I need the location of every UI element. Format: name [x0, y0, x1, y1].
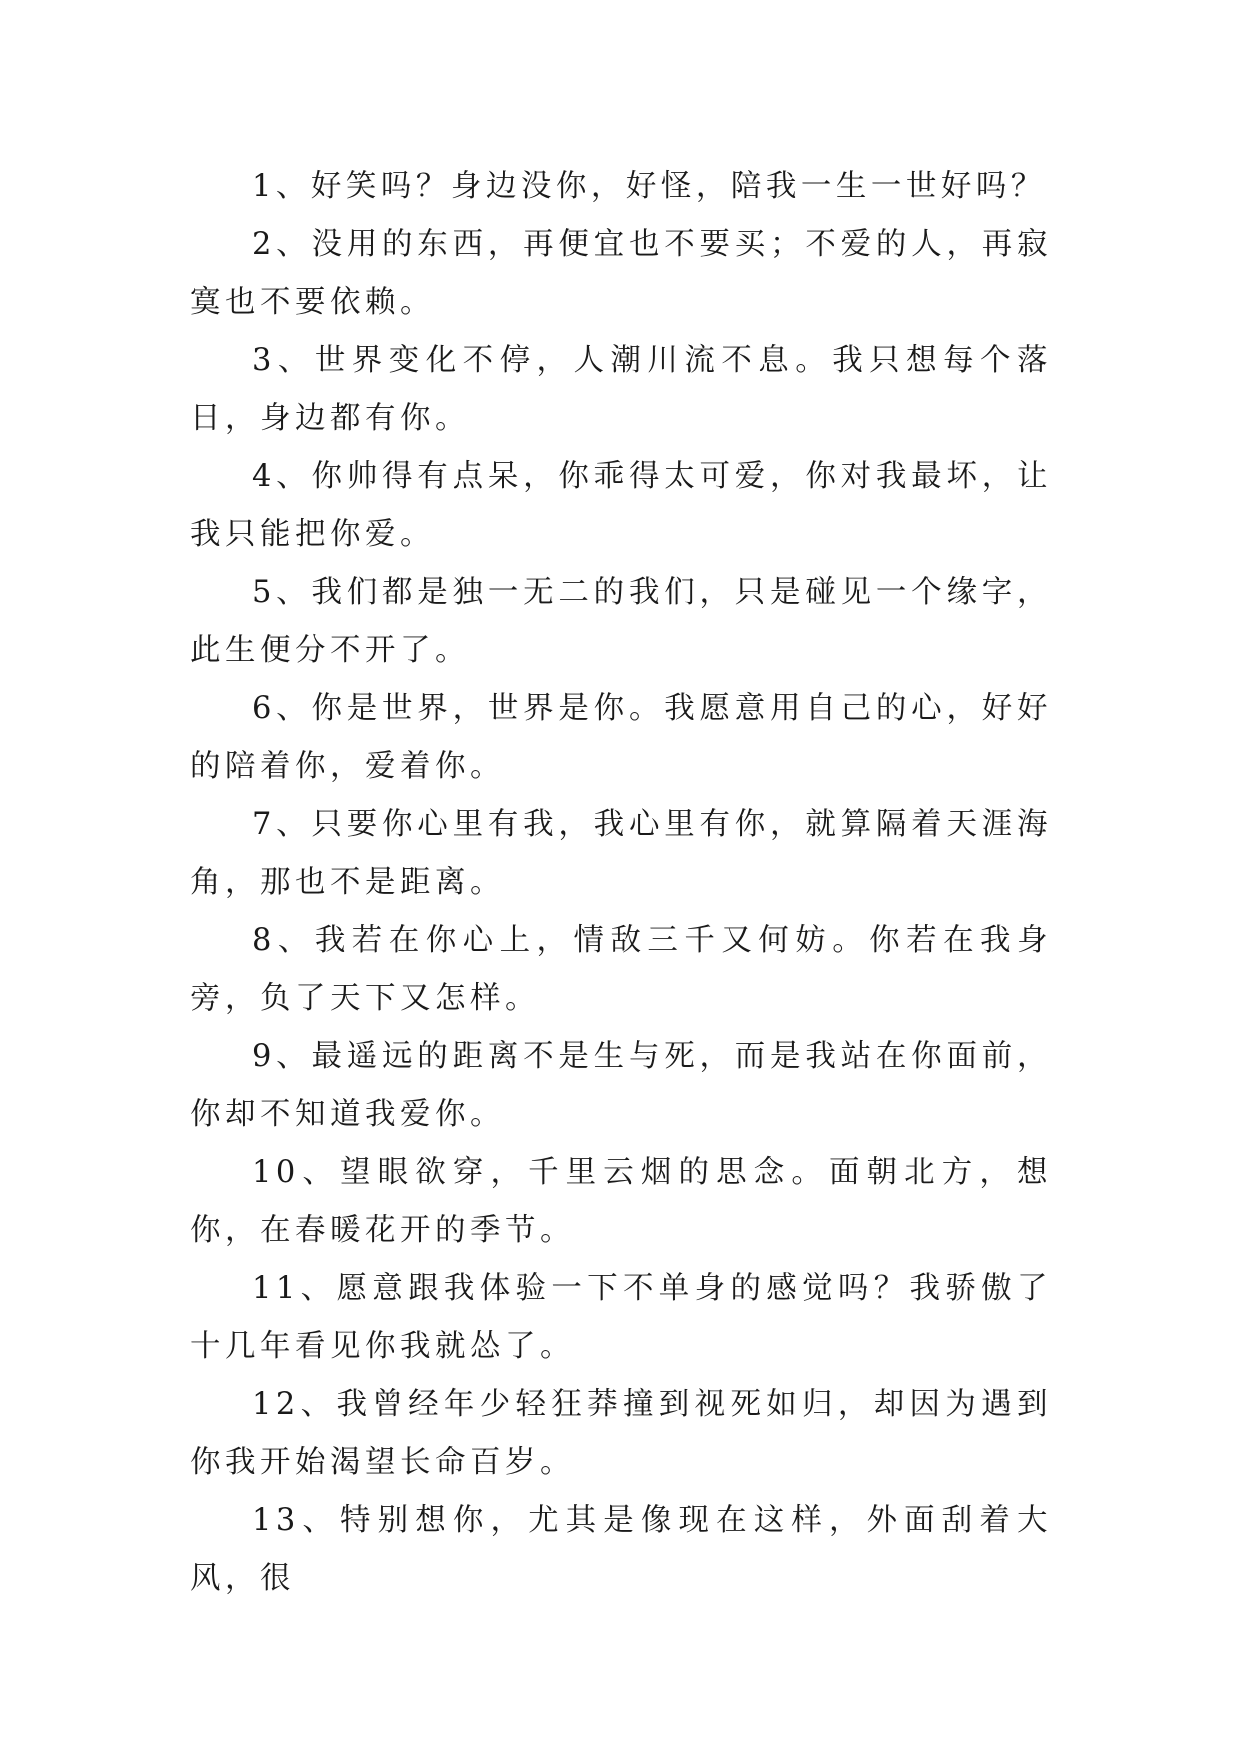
paragraph-13: 13、特别想你，尤其是像现在这样，外面刮着大风，很: [190, 1503, 1052, 1596]
paragraph-6: 6、你是世界，世界是你。我愿意用自己的心，好好的陪着你，爱着你。: [190, 691, 1052, 784]
paragraph-3: 3、世界变化不停，人潮川流不息。我只想每个落日，身边都有你。: [190, 343, 1052, 436]
paragraph-7: 7、只要你心里有我，我心里有你，就算隔着天涯海角，那也不是距离。: [190, 807, 1052, 900]
paragraph-8: 8、我若在你心上，情敌三千又何妨。你若在我身旁，负了天下又怎样。: [190, 923, 1052, 1016]
paragraph-12: 12、我曾经年少轻狂莽撞到视死如归，却因为遇到你我开始渴望长命百岁。: [190, 1387, 1052, 1480]
paragraph-9: 9、最遥远的距离不是生与死，而是我站在你面前，你却不知道我爱你。: [190, 1039, 1052, 1132]
paragraph-1: 1、好笑吗？身边没你，好怪，陪我一生一世好吗？: [252, 169, 1046, 204]
paragraph-10: 10、望眼欲穿，千里云烟的思念。面朝北方，想你，在春暖花开的季节。: [190, 1155, 1052, 1248]
paragraph-2: 2、没用的东西，再便宜也不要买；不爱的人，再寂寞也不要依赖。: [190, 227, 1052, 320]
paragraph-4: 4、你帅得有点呆，你乖得太可爱，你对我最坏，让我只能把你爱。: [190, 459, 1052, 552]
paragraph-11: 11、愿意跟我体验一下不单身的感觉吗？我骄傲了十几年看见你我就怂了。: [190, 1271, 1052, 1364]
document-body: [190, 158, 1052, 1608]
paragraph-5: 5、我们都是独一无二的我们，只是碰见一个缘字，此生便分不开了。: [190, 575, 1052, 668]
